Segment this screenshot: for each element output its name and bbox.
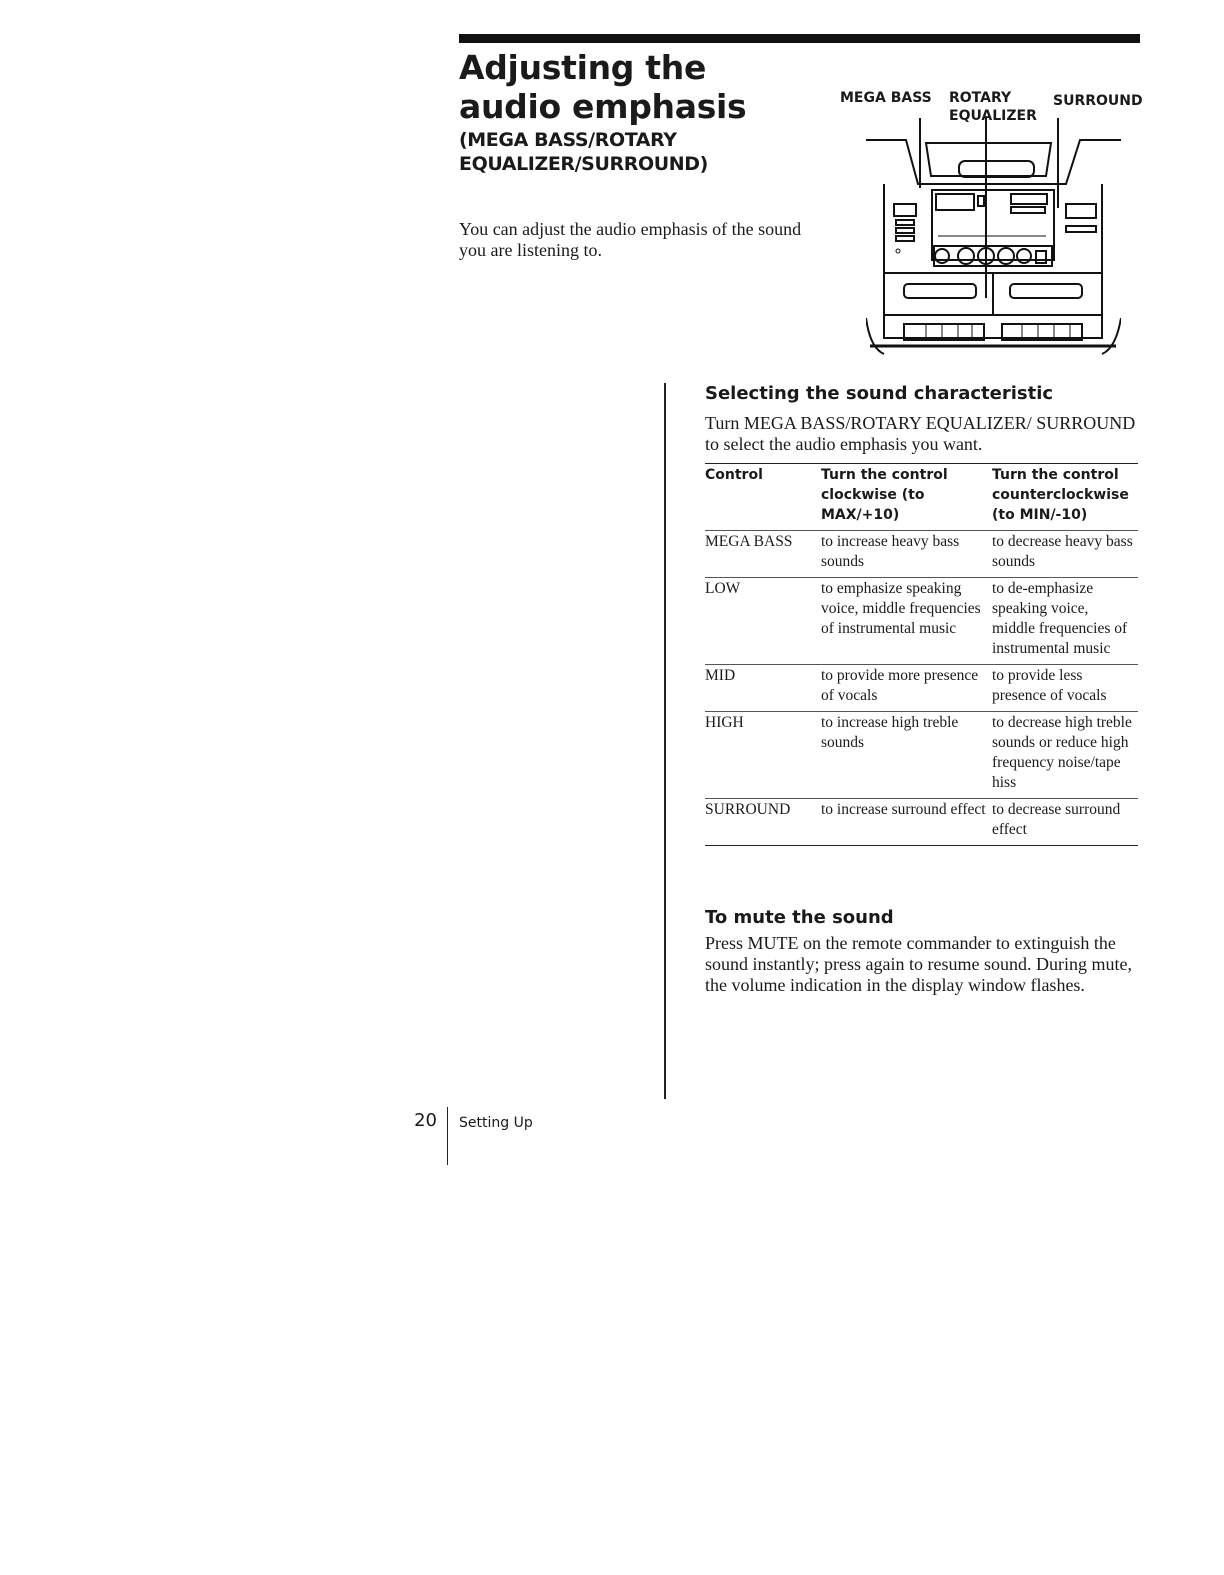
table-cell-control: MEGA BASS	[705, 531, 821, 578]
table-header-row	[705, 464, 1138, 531]
control-table	[705, 463, 1138, 846]
footer-section-name: Setting Up	[459, 1115, 533, 1131]
table-cell-counterclockwise: to decrease high treble sounds or reduce high frequency noise/tape hiss	[992, 712, 1138, 799]
table-cell-control: LOW	[705, 578, 821, 665]
table-cell-counterclockwise: to provide less presence of vocals	[992, 665, 1138, 712]
table-row	[705, 531, 1138, 578]
table-cell-clockwise: to increase heavy bass sounds	[821, 531, 992, 578]
page-subtitle: (MEGA BASS/ROTARY EQUALIZER/SURROUND)	[459, 129, 708, 175]
table-cell-control: MID	[705, 665, 821, 712]
table-row	[705, 712, 1138, 799]
page-title: Adjusting the audio emphasis	[459, 48, 747, 126]
table-cell-counterclockwise: to de-emphasize speaking voice, middle frequencies of instrumental music	[992, 578, 1138, 665]
diagram-label-mega-bass: MEGA BASS	[840, 90, 932, 106]
table-cell-control: SURROUND	[705, 801, 791, 818]
diagram-label-surround: SURROUND	[1053, 93, 1143, 109]
heading-mute-sound: To mute the sound	[705, 907, 894, 928]
table-cell-clockwise: to provide more presence of vocals	[821, 665, 992, 712]
table-header-counterclockwise: Turn the control counterclockwise (to MIN/-10)	[992, 464, 1138, 531]
mute-instructions: Press MUTE on the remote commander to extinguish the sound instantly; press again to resume sound. During mute, the volume indication in the display window flashes.	[705, 933, 1132, 995]
table-cell-counterclockwise: to decrease heavy bass sounds	[992, 531, 1138, 578]
footer-divider	[447, 1107, 448, 1165]
table-cell-clockwise: to increase surround effect	[821, 801, 986, 818]
stereo-device-illustration	[866, 118, 1121, 363]
selecting-instructions: Turn MEGA BASS/ROTARY EQUALIZER/ SURROUND to select the audio emphasis you want.	[705, 413, 1136, 454]
page-number: 20	[414, 1110, 437, 1131]
table-header-control: Control	[705, 464, 821, 531]
diagram-label-rotary-equalizer: ROTARY EQUALIZER	[949, 90, 1037, 124]
table-row	[705, 799, 1138, 846]
table-cell-clockwise: to increase high treble sounds	[821, 712, 992, 799]
top-rule	[459, 34, 1140, 43]
table-row	[705, 665, 1138, 712]
table-header-clockwise: Turn the control clockwise (to MAX/+10)	[821, 464, 992, 531]
table-cell-counterclockwise: to decrease surround effect	[992, 801, 1121, 838]
table-cell-clockwise: to emphasize speaking voice, middle frequencies of instrumental music	[821, 578, 992, 665]
intro-text: You can adjust the audio emphasis of the sound you are listening to.	[459, 219, 802, 260]
table-cell-control: HIGH	[705, 712, 821, 799]
heading-selecting-sound: Selecting the sound characteristic	[705, 383, 1054, 404]
table-row	[705, 578, 1138, 665]
column-divider	[664, 383, 666, 1099]
